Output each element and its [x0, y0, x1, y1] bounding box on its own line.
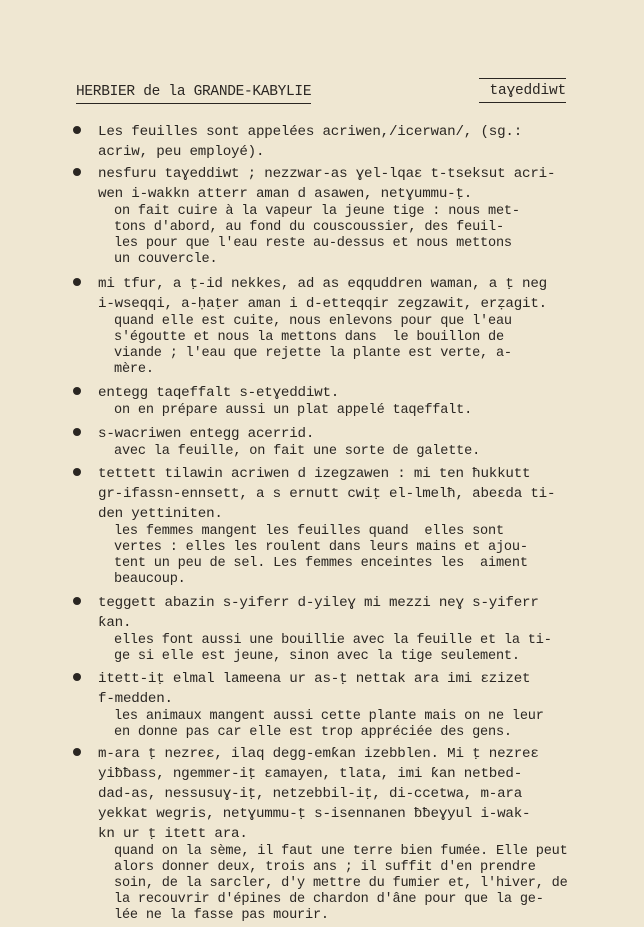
kabyle-text: entegg taqeffalt s-etɣeddiwt. [98, 385, 340, 401]
french-translation: quand on la sème, il faut une terre bien fumée. Elle peut alors donner deux, trois ans ; il suffit d'en prendre soin, de la sarcler, d'y mettre du fumier et, l'hiver, de la recouvrir d'épines de chardon d'âne pour que la ge- lée ne la fasse pas mourir. [114, 844, 568, 923]
french-translation: les femmes mangent les feuilles quand elles sont vertes : elles les roulent dans leurs mains et ajou- tent un peu de sel. Les femmes enceintes les aiment beaucoup. [114, 524, 528, 587]
kabyle-text: teggett abazin s-yiferr d-yileɣ mi mezzi neɣ s-yiferr ƙan. [98, 595, 547, 631]
bullet-icon [73, 387, 81, 395]
kabyle-text: itett-iṭ elmal lameena ur as-ṭ nettak ara imi ɛzizet f-medden. [98, 671, 531, 707]
list-item [78, 593, 578, 665]
list-item [78, 383, 578, 419]
kabyle-text: Les feuilles sont appelées acriwen,/icerwan/, (sg.: acriw, peu employé). [98, 124, 523, 160]
bullet-icon [73, 748, 81, 756]
list-item [78, 669, 578, 741]
bullet-icon [73, 278, 81, 286]
list-item [78, 424, 578, 460]
bullet-icon [73, 126, 81, 134]
bullet-icon [73, 428, 81, 436]
bullet-icon [73, 673, 81, 681]
entry-list [78, 122, 578, 927]
list-item [78, 274, 578, 378]
french-translation: on en prépare aussi un plat appelé taqeffalt. [114, 403, 473, 418]
kabyle-text: tettett tilawin acriwen d izegzawen : mi ten ħukkutt gr-ifassn-ennsett, a s ernutt cwiṭ el-lmelħ, abeɛda ti- den yettiniten. [98, 466, 556, 522]
herbarium-title: HERBIER de la GRANDE-KABYLIE [76, 84, 311, 104]
french-translation: les animaux mangent aussi cette plante mais on ne leur en donne pas car elle est trop appréciée des gens. [114, 709, 544, 740]
bullet-icon [73, 468, 81, 476]
french-translation: elles font aussi une bouillie avec la feuille et la ti- ge si elle est jeune, sinon avec la tige seulement. [114, 633, 552, 664]
kabyle-text: mi tfur, a ṭ-id nekkes, ad as eqquddren waman, a ṭ neg i-wseqqi, a-ḥaṭer aman i d-etteqqir zegzawit, erẓagit. [98, 276, 547, 312]
list-item [78, 744, 578, 924]
kabyle-text: s-wacriwen entegg acerrid. [98, 426, 315, 442]
list-item [78, 164, 578, 268]
french-translation: on fait cuire à la vapeur la jeune tige : nous met- tons d'abord, au fond du couscoussier, des feuil- les pour que l'eau reste au-dessus et nous mettons un couvercle. [114, 204, 520, 267]
bullet-icon [73, 597, 81, 605]
kabyle-text: m-ara ṭ nezreɛ, ilaq degg-emƙan izebblen. Mi ṭ nezreɛ yiƀƀass, ngemmer-iṭ ɛamayen, tlata, imi ƙan netbed- dad-as, nessusuɣ-iṭ, netzebbil-iṭ, di-ccetwa, m-ara yekkat wegris, netɣummu-ṭ s-isennanen ƀƀeɣyul i-wak- kn ur ṭ itett ara. [98, 746, 539, 842]
plant-name: taɣeddiwt [479, 78, 566, 103]
french-translation: avec la feuille, on fait une sorte de galette. [114, 444, 481, 459]
list-item [78, 464, 578, 588]
kabyle-text: nesfuru taɣeddiwt ; nezzwar-as ɣel-lqaɛ t-tseksut acri- wen i-wakkn atterr aman d asawen, netɣummu-ṭ. [98, 166, 556, 202]
french-translation: quand elle est cuite, nous enlevons pour que l'eau s'égoutte et nous la mettons dans le bouillon de viande ; l'eau que rejette la plante est verte, a- mère. [114, 314, 512, 377]
bullet-icon [73, 168, 81, 176]
page-header [76, 84, 566, 108]
list-item [78, 122, 578, 162]
